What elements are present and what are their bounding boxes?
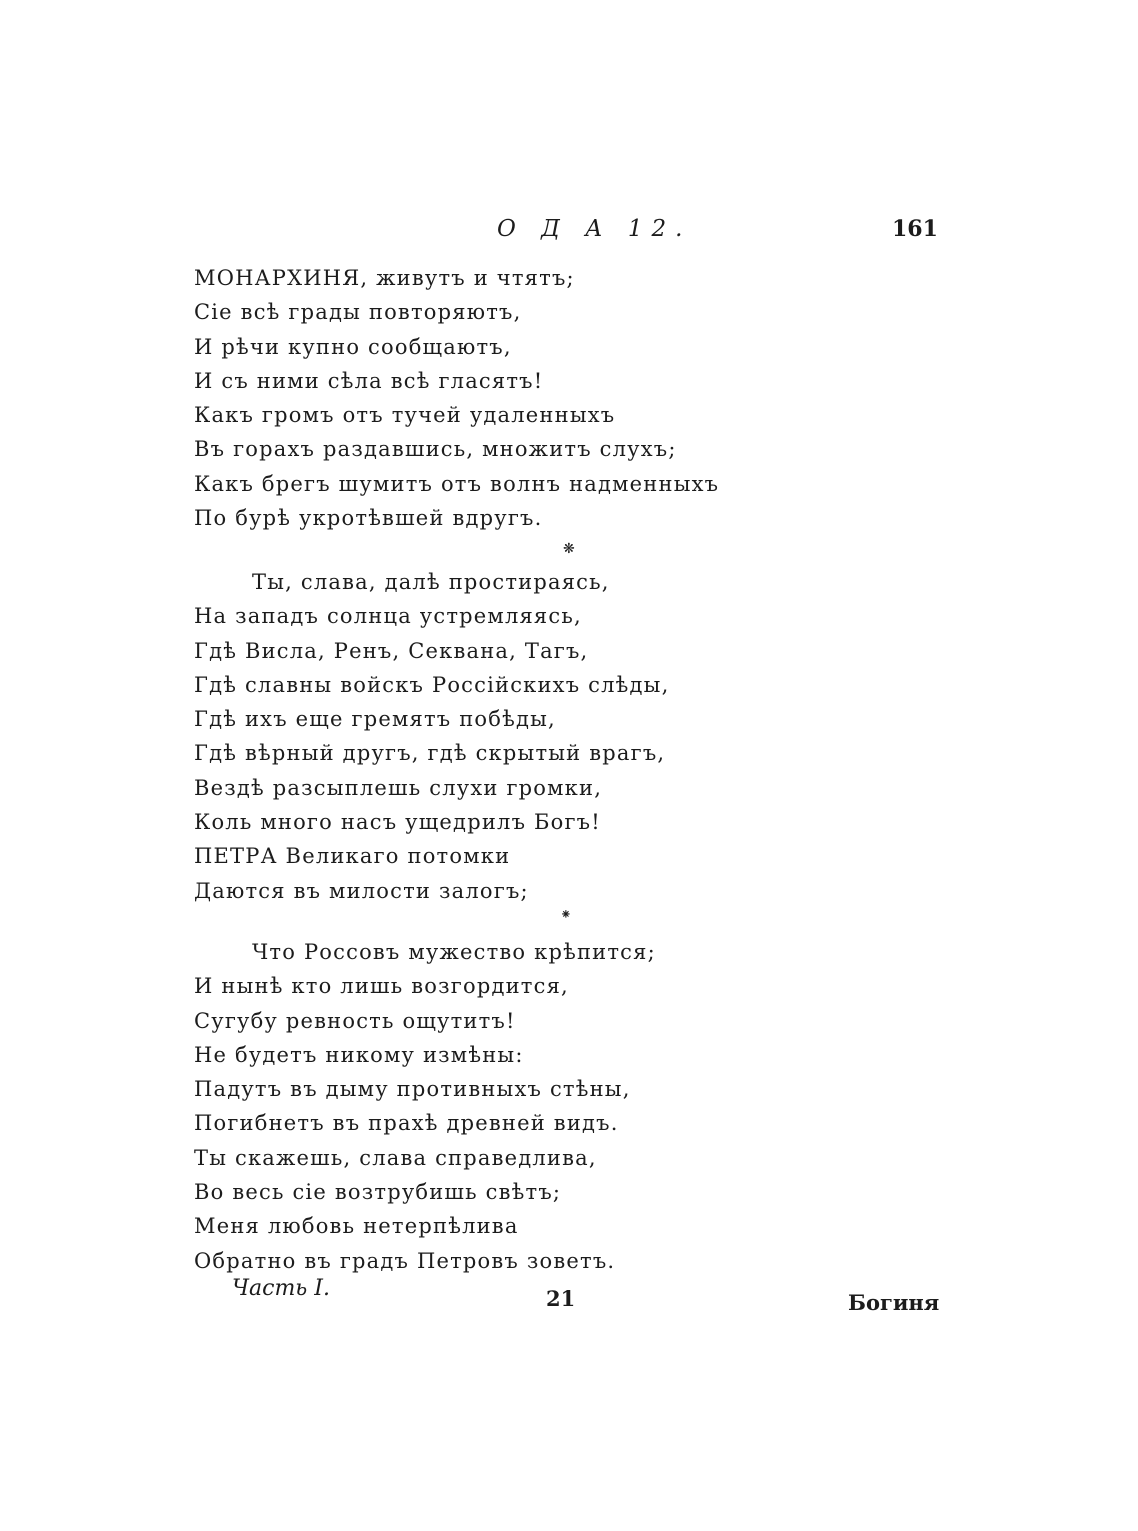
stanza-divider-ornament: ⁕: [560, 907, 572, 923]
signature-part-label: Часть I.: [232, 1276, 330, 1301]
verse-line: Меня любовь нетерпѣлива: [194, 1214, 519, 1239]
running-title: О Д А 12.: [497, 216, 692, 242]
verse-line: Гдѣ вѣрный другъ, гдѣ скрытый врагъ,: [194, 741, 666, 766]
verse-line: МОНАРХИНЯ, живутъ и чтятъ;: [194, 266, 575, 290]
stanza-1: [194, 261, 719, 535]
verse-line: Во весь сіе возтрубишь свѣтъ;: [194, 1180, 562, 1205]
verse-line: И нынѣ кто лишь возгордится,: [194, 974, 569, 999]
verse-line: Обратно въ градъ Петровъ зоветъ.: [194, 1248, 616, 1273]
verse-line: Гдѣ ихъ еще гремятъ побѣды,: [194, 707, 556, 732]
page-number: 161: [892, 216, 938, 242]
verse-line: Сугубу ревность ощутитъ!: [194, 1008, 516, 1033]
verse-line: Гдѣ славны войскъ Россійскихъ слѣды,: [194, 672, 670, 697]
verse-line: Какъ громъ отъ тучей удаленныхъ: [194, 403, 616, 428]
verse-line: На западъ солнца устремляясь,: [194, 604, 582, 629]
verse-line: И съ ними сѣла всѣ гласятъ!: [194, 368, 544, 393]
verse-line: Въ горахъ раздавшись, множитъ слухъ;: [194, 437, 677, 462]
stanza-3: [194, 935, 656, 1278]
verse-line: Даются въ милости залогъ;: [194, 878, 529, 903]
catchword: Богиня: [848, 1290, 940, 1315]
verse-line: Ты, слава, далѣ простираясь,: [252, 570, 610, 594]
verse-line: Гдѣ Висла, Ренъ, Секвана, Тагъ,: [194, 638, 589, 663]
verse-line: Погибнетъ въ прахѣ древней видъ.: [194, 1111, 619, 1136]
verse-line: И рѣчи купно сообщаютъ,: [194, 334, 512, 359]
verse-line: Что Россовъ мужество крѣпится;: [252, 940, 656, 964]
verse-line: Падутъ въ дыму противныхъ стѣны,: [194, 1077, 631, 1102]
verse-line: Коль много насъ ущедрилъ Богъ!: [194, 810, 601, 835]
verse-line: Не будетъ никому измѣны:: [194, 1042, 524, 1067]
verse-line: ПЕТРА Великаго потомки: [194, 844, 511, 869]
verse-line: Сіе всѣ грады повторяютъ,: [194, 300, 522, 325]
verse-line: Вездѣ разсыплешь слухи громки,: [194, 775, 603, 800]
verse-line: Какъ брегъ шумитъ отъ волнъ надменныхъ: [194, 471, 720, 496]
stanza-divider-ornament: ❋: [563, 541, 575, 557]
stanza-2: [194, 565, 669, 908]
verse-line: Ты скажешь, слава справедлива,: [194, 1145, 597, 1170]
signature-mark: 21: [546, 1286, 576, 1311]
verse-line: По бурѣ укротѣвшей вдругъ.: [194, 506, 543, 531]
